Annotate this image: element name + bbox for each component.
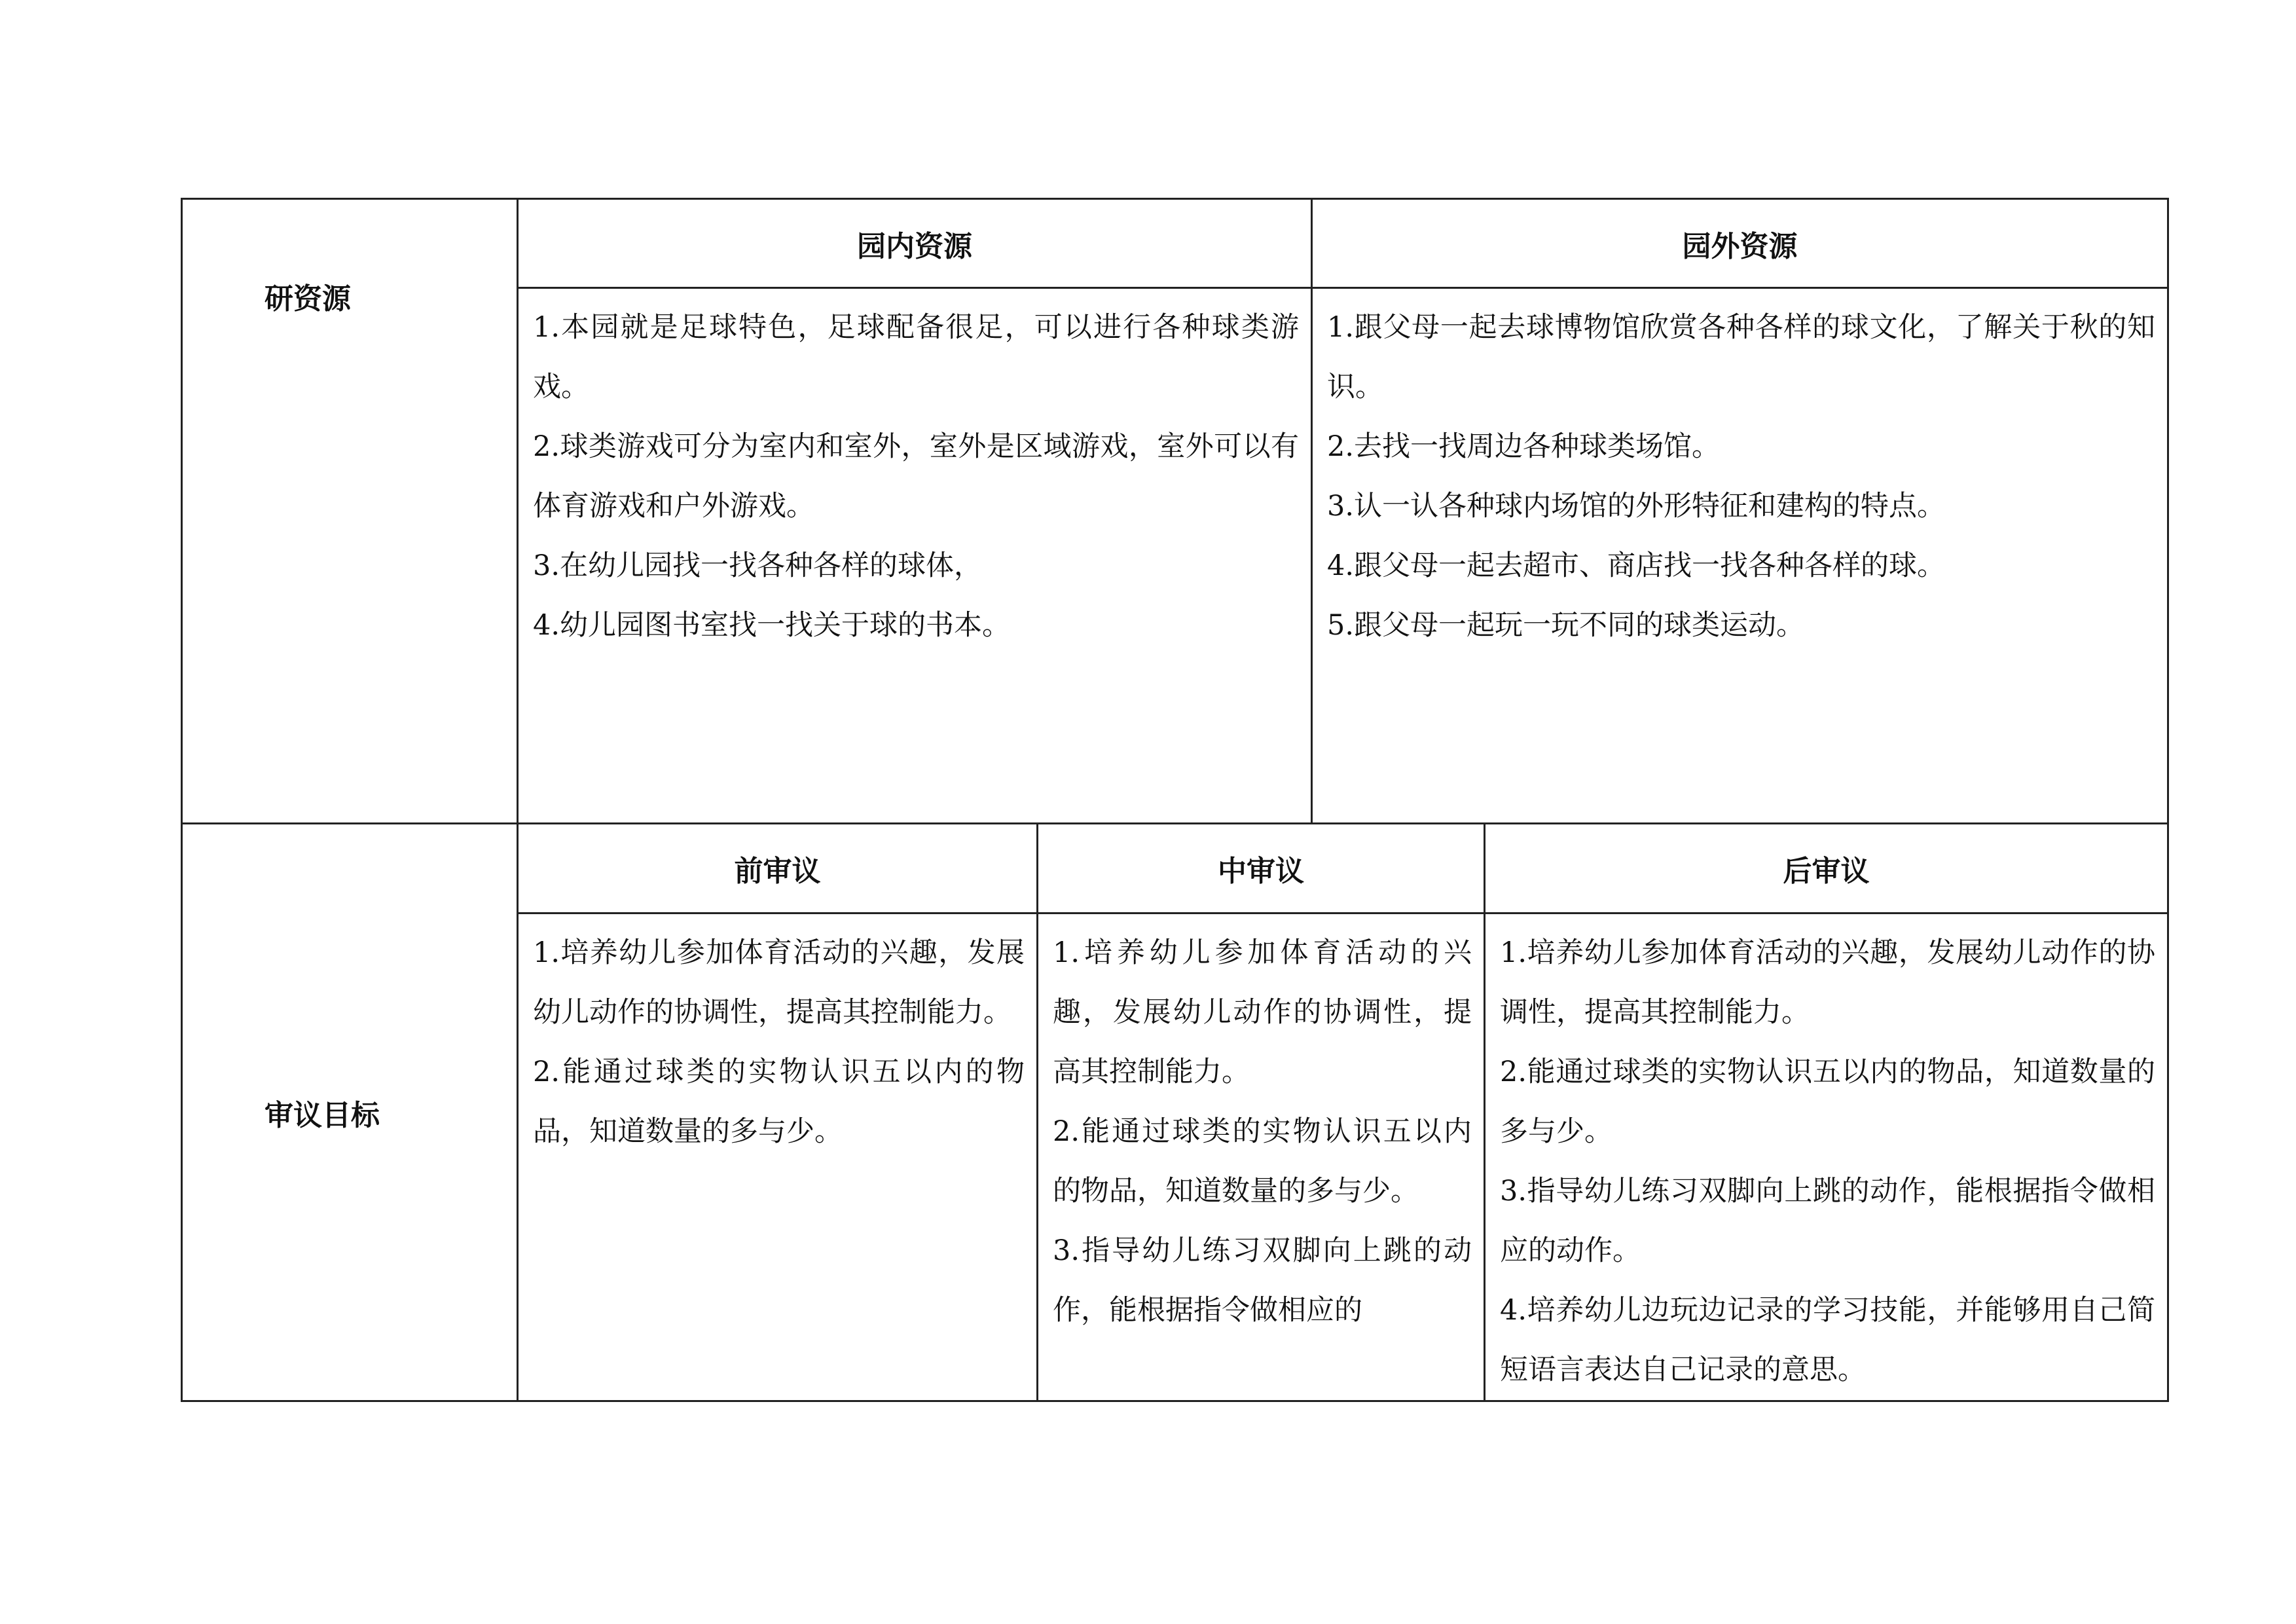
list-item: 2.球类游戏可分为室内和室外，室外是区域游戏，室外可以有体育游戏和户外游戏。 [533,430,1299,523]
outer-resources-header: 园外资源 [1312,199,2168,288]
mid-review-header: 中审议 [1038,824,1485,913]
post-review-goals [1485,913,2168,1401]
list-item: 1.本园就是足球特色，足球配备很足，可以进行各种球类游戏。 [533,311,1299,403]
inner-resources-list [518,288,1312,824]
list-item: 2.去找一找周边各种球类场馆。 [1327,430,1721,463]
list-item: 3.认一认各种球内场馆的外形特征和建构的特点。 [1327,490,1946,523]
curriculum-table [181,198,2169,1402]
mid-review-goals [1038,913,1485,1401]
list-item: 1.培养幼儿参加体育活动的兴趣，发展幼儿动作的协调性，提高其控制能力。 [1500,936,2155,1029]
resources-header-row [182,199,2168,288]
list-item: 1.培养幼儿参加体育活动的兴趣，发展幼儿动作的协调性，提高其控制能力。 [1053,936,1472,1088]
list-item: 5.跟父母一起玩一玩不同的球类运动。 [1327,609,1805,642]
list-item: 4.幼儿园图书室找一找关于球的书本。 [533,609,1011,642]
pre-review-goals [518,913,1038,1401]
pre-review-header: 前审议 [518,824,1038,913]
list-item: 1.跟父母一起去球博物馆欣赏各种各样的球文化，了解关于秋的知识。 [1327,311,2155,403]
outer-resources-list [1312,288,2168,824]
resources-row-label: 研资源 [182,199,518,824]
list-item: 3.在幼儿园找一找各种各样的球体， [533,549,983,582]
post-review-header: 后审议 [1485,824,2168,913]
list-item: 2.能通过球类的实物认识五以内的物品，知道数量的多与少。 [533,1056,1025,1148]
list-item: 4.培养幼儿边玩边记录的学习技能，并能够用自己简短语言表达自己记录的意思。 [1500,1294,2155,1386]
goals-header-row [182,824,2168,913]
list-item: 4.跟父母一起去超市、商店找一找各种各样的球。 [1327,549,1946,582]
inner-resources-header: 园内资源 [518,199,1312,288]
goals-row-label: 审议目标 [182,824,518,1401]
list-item: 2.能通过球类的实物认识五以内的物品，知道数量的多与少。 [1053,1115,1472,1208]
list-item: 1.培养幼儿参加体育活动的兴趣，发展幼儿动作的协调性，提高其控制能力。 [533,936,1025,1029]
list-item: 3.指导幼儿练习双脚向上跳的动作，能根据指令做相应的动作。 [1500,1175,2155,1267]
list-item: 2.能通过球类的实物认识五以内的物品，知道数量的多与少。 [1500,1056,2155,1148]
list-item: 3.指导幼儿练习双脚向上跳的动作，能根据指令做相应的 [1053,1234,1472,1327]
